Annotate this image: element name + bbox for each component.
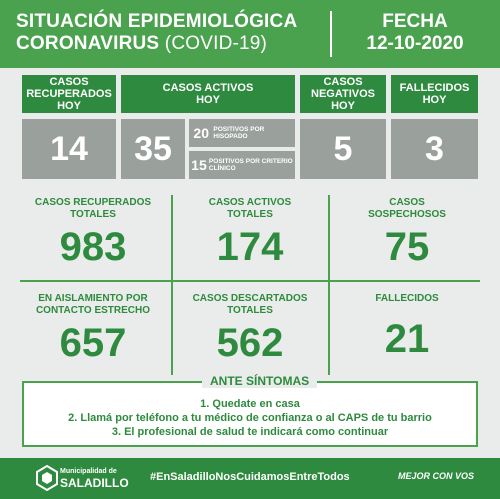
grid-divider-horizontal (20, 280, 480, 282)
sintomas-line-3: 3. El profesional de salud te indicará como continuar (111, 426, 389, 438)
today-recuperados-label: CASOS RECUPERADOS HOY (22, 75, 116, 113)
today-hisopado-row (189, 119, 295, 147)
total-recuperados-label: CASOS RECUPERADOS TOTALES (34, 197, 152, 220)
logo-big-text: SALADILLO (60, 476, 129, 490)
municipality-logo-icon (36, 465, 58, 491)
sintomas-line-1: 1. Quedate en casa (200, 398, 300, 410)
total-fallecidos-label: FALLECIDOS (375, 293, 439, 304)
date-value: 12-10-2020 (366, 33, 464, 54)
total-sospechosos (334, 197, 480, 269)
sintomas-box (22, 374, 478, 447)
date-label: FECHA (382, 11, 448, 32)
hisopado-label: POSITIVOS POR HISOPADO (213, 126, 265, 140)
today-recuperados-value: 14 (22, 119, 116, 179)
logo-small-text: Municipalidad de (60, 468, 117, 475)
total-recuperados (20, 197, 166, 269)
total-activos-value: 174 (216, 225, 284, 269)
total-aislamiento-value: 657 (59, 321, 127, 365)
date-block (345, 11, 485, 55)
title-line-1: SITUACIÓN EPIDEMIOLÓGICA (16, 11, 298, 32)
total-sospechosos-label: CASOS SOSPECHOSOS (368, 197, 446, 220)
hisopado-value: 20 (193, 125, 209, 141)
header (0, 0, 500, 68)
today-fallecidos-value: 3 (391, 119, 478, 179)
clinico-label: POSITIVOS POR CRITERIO CLÍNICO (208, 158, 293, 172)
footer (0, 458, 500, 499)
title-coronavirus: CORONAVIRUS (16, 33, 160, 54)
sintomas-list (24, 383, 476, 439)
header-divider (330, 11, 332, 57)
today-negativos-label: CASOS NEGATIVOS HOY (300, 75, 386, 113)
totals-grid (0, 183, 500, 378)
grid-divider-vertical-1 (171, 195, 173, 375)
today-activos-value: 35 (121, 119, 185, 179)
total-fallecidos (334, 293, 480, 361)
today-negativos-value: 5 (300, 119, 386, 179)
sintomas-title: ANTE SÍNTOMAS (202, 374, 317, 388)
total-descartados-value: 562 (216, 321, 284, 365)
total-recuperados-value: 983 (59, 225, 127, 269)
total-descartados (176, 293, 324, 365)
total-aislamiento (20, 293, 166, 365)
footer-hashtag: #EnSaladilloNosCuidamosEntreTodos (150, 471, 350, 483)
today-clinico-row (189, 151, 295, 179)
total-sospechosos-value: 75 (384, 225, 430, 269)
today-fallecidos-label: FALLECIDOS HOY (391, 75, 478, 113)
title-line-2 (16, 33, 297, 55)
clinico-value: 15 (191, 157, 207, 173)
grid-divider-vertical-2 (328, 195, 330, 375)
total-aislamiento-label: EN AISLAMIENTO POR CONTACTO ESTRECHO (35, 293, 151, 316)
title-covid: (COVID-19) (164, 33, 268, 54)
today-activos-label: CASOS ACTIVOS HOY (121, 75, 295, 113)
sintomas-line-2: 2. Llamá por teléfono a tu médico de confianza o al CAPS de tu barrio (68, 412, 432, 424)
page-title (16, 11, 297, 55)
total-activos-label: CASOS ACTIVOS TOTALES (208, 197, 292, 220)
footer-mejor-con-vos: MEJOR CON VOS (398, 471, 475, 481)
total-fallecidos-value: 21 (384, 317, 430, 361)
total-activos (176, 197, 324, 269)
total-descartados-label: CASOS DESCARTADOS TOTALES (192, 293, 308, 316)
